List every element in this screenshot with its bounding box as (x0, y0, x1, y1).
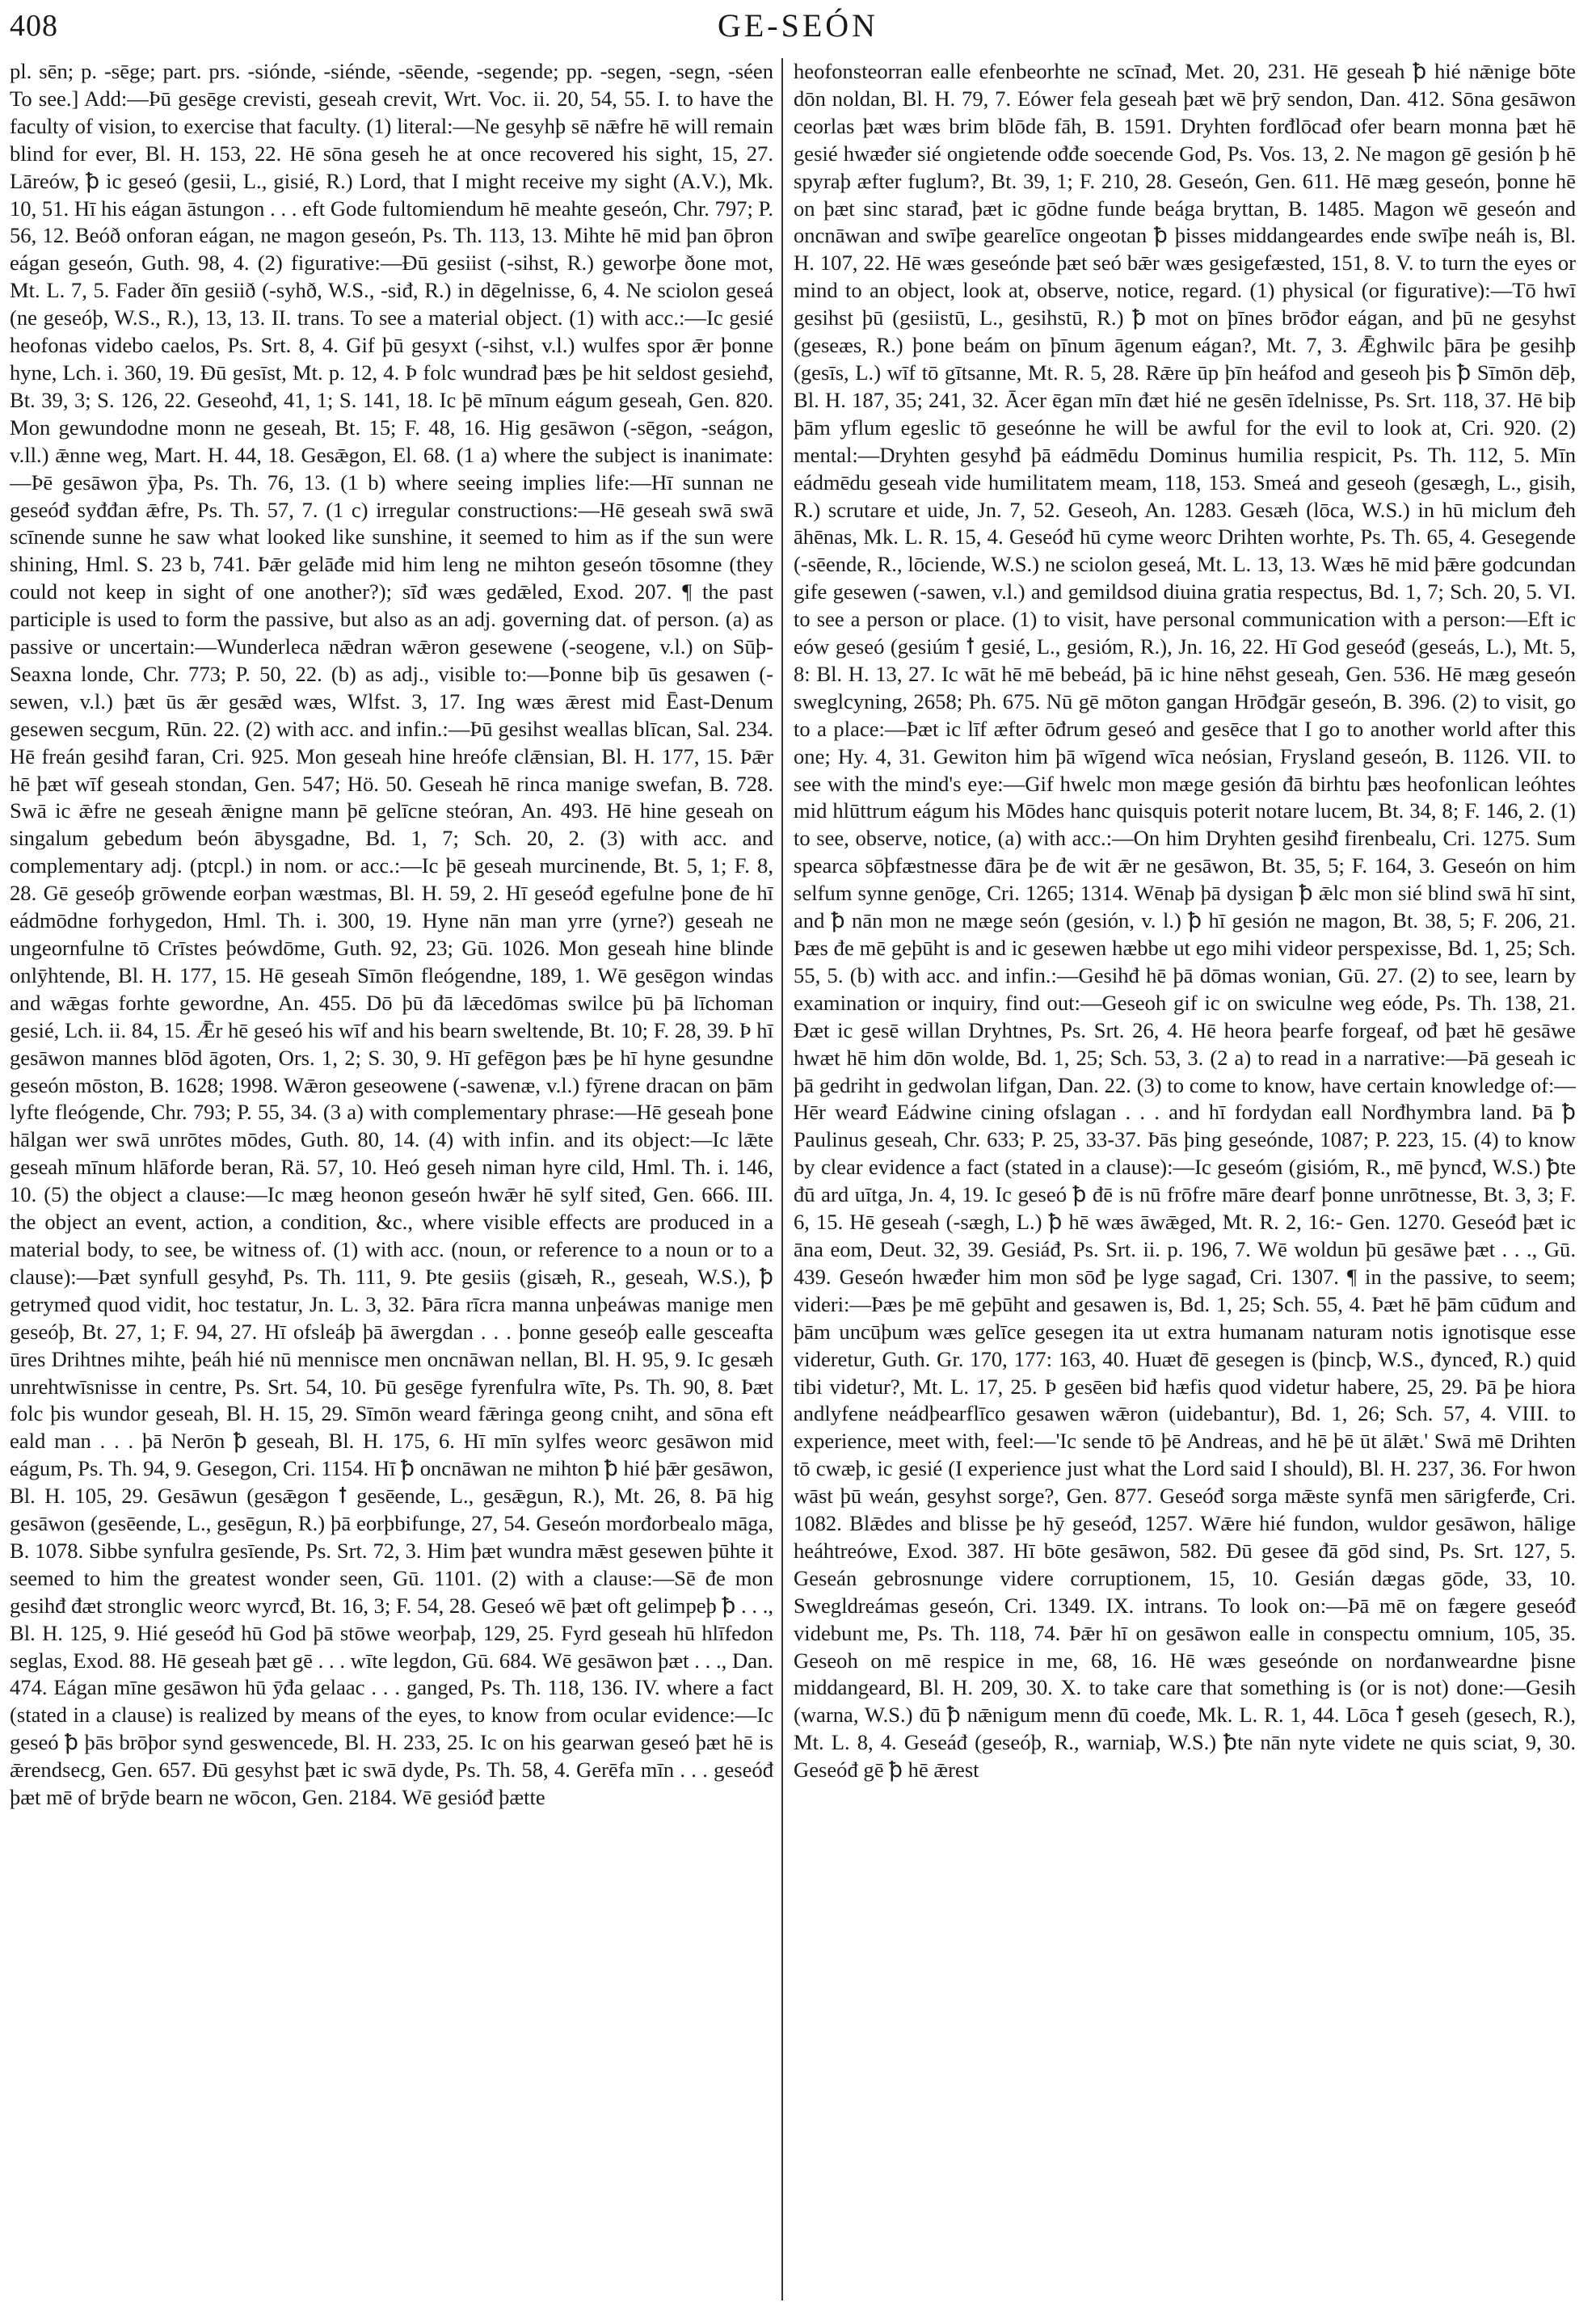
right-column (794, 58, 1576, 2305)
right-column-text: heofonsteorran ealle efenbeorhte ne scīnađ, Met. 20, 231. Hē geseah ꝥ hié nǣnige bōte dōn noldan, Bl. H. 79, 7. Eówer fela geseah þæt wē þrȳ sendon, Dan. 412. Sōna gesāwon ceorlas þæt wæs brim blōde fāh, B. 1591. Dryhten forđlōcađ ofer bearn monna þæt hē gesié hwæđer sié ongietende ođđe soecende God, Ps. Vos. 13, 2. Ne magon gē gesión þ hē spyraþ æfter fuglum?, Bt. 39, 1; F. 210, 28. Geseón, Gen. 611. Hē mæg geseón, þonne hē on þæt sinc starađ, þæt ic gōdne funde beága bryttan, B. 1485. Magon wē geseón and oncnāwan and swīþe gearelīce ongeotan ꝥ þisses middangeardes ende swīþe neáh is, Bl. H. 107, 22. Hē wæs geseónde þæt seó bǣr wæs gesigefæsted, 151, 8. V. to turn the eyes or mind to an object, look at, observe, notice, regard. (1) physical (or figurative):—Tō hwī gesihst þū (gesiistū, L., gesihstū, R.) ꝥ mot on þīnes brōđor eágan, and þū ne gesyhst (geseæs, R.) þone beám on þīnum āgenum eágan?, Mt. 7, 3. Ǣghwilc þāra þe gesihþ (gesīs, L.) wīf tō gītsanne, Mt. R. 5, 28. Rǣre ūp þīn heáfod and geseoh þis ꝥ Sīmōn dēþ, Bl. H. 187, 35; 241, 32. Ācer ēgan mīn đæt hié ne gesēn īdelnisse, Ps. Srt. 118, 37. Hē biþ þām yflum egeslic tō geseónne he will be awful for the evil to look at, Cri. 920. (2) mental:—Dryhten gesyhđ þā eádmēdu Dominus humilia respicit, Ps. Th. 112, 5. Mīn eádmēdu geseah vide humilitatem meam, 118, 153. Smeá and geseoh (gesægh, L., gisih, R.) scrutare et uide, Jn. 7, 52. Geseoh, An. 1283. Gesæh (lōca, W.S.) in hū miclum đeh āhēnas, Mk. L. R. 15, 4. Geseóđ hū cyme weorc Drihten worhte, Ps. Th. 65, 4. Gesegende (-sēende, R., lōciende, W.S.) ne sciolon geseá, Mt. L. 13, 13. Wæs hē mid þǣre godcundan gife gesewen (-sawen, v.l.) and gemildsod diuina gratia respectus, Bd. 1, 7; Sch. 20, 5. VI. to see a person or place. (1) to visit, have personal communication with a person:—Eft ic eów geseó (gesiúm ꝉ gesié, L., gesióm, R.), Jn. 16, 22. Hī God geseóđ (geseás, L.), Mt. 5, 8: Bl. H. 13, 27. Ic wāt hē mē bebeád, þā ic hine nēhst geseah, Gen. 536. Hē mæg geseón sweglcyning, 2658; Ph. 675. Nū gē mōton gangan Hrōđgār geseón, B. 396. (2) to visit, go to a place:—Þæt ic līf æfter ōđrum geseó and gesēce that I go to another world after this one; Hy. 4, 31. Gewiton him þā wīgend wīca neósian, Frysland geseón, B. 1126. VII. to see with the mind's eye:—Gif hwelc mon mæge gesión đā birhtu þæs heofonlican leóhtes mid hlūttrum eágum his Mōdes hanc quisquis poterit notare lucem, Bt. 34, 8; F. 146, 2. (1) to see, observe, notice, (a) with acc.:—On him Dryhten gesihđ firenbealu, Cri. 1275. Sum spearca sōþfæstnesse đāra þe đe wit ǣr ne gesāwon, Bt. 35, 5; F. 164, 3. Geseón on him selfum synne genōge, Cri. 1265; 1314. Wēnaþ þā dysigan ꝥ ǣlc mon sié blind swā hī sint, and ꝥ nān mon ne mæge seón (gesión, v. l.) ꝥ hī gesión ne magon, Bt. 38, 5; F. 206, 21. Þæs đe mē geþūht is and ic gesewen hæbbe ut ego mihi videor perspexisse, Bd. 1, 25; Sch. 55, 5. (b) with acc. and infin.:—Gesihđ hē þā dōmas wonian, Gū. 27. (2) to see, learn by examination or inquiry, find out:—Geseoh gif ic on swiculne weg eóde, Ps. Th. 138, 21. Đæt ic gesē willan Dryhtnes, Ps. Srt. 26, 4. Hē heora þearfe forgeaf, ođ þæt hē gesāwe hwæt hē him dōn wolde, Bd. 1, 25; Sch. 53, 3. (2 a) to read in a narrative:—Þā geseah ic þā gedriht in gedwolan lifgan, Dan. 22. (3) to come to know, have certain knowledge of:—Hēr wearđ Eádwine cining ofslagan . . . and hī fordydan eall Norđhymbra land. Þā ꝥ Paulinus geseah, Chr. 633; P. 25, 33-37. Þās þing geseónde, 1087; P. 223, 15. (4) to know by clear evidence a fact (stated in a clause):—Ic geseóm (gisióm, R., mē þyncđ, W.S.) ꝥte đū ard uītga, Jn. 4, 19. Ic geseó ꝥ đē is nū frōfre māre đearf þonne unrōtnesse, Bt. 3, 3; F. 6, 15. Hē geseah (-sægh, L.) ꝥ hē wæs āwǣged, Mt. R. 2, 16:- Gen. 1270. Geseóđ þæt ic āna eom, Deut. 32, 39. Gesiáđ, Ps. Srt. ii. p. 196, 7. Wē woldun þū gesāwe þæt . . ., Gū. 439. Geseón hwæđer him mon sōđ þe lyge sagađ, Cri. 1307. ¶ in the passive, to seem; videri:—Þæs þe mē geþūht and gesawen is, Bd. 1, 25; Sch. 55, 4. Þæt hē þām cūđum and þām uncūþum wæs gelīce gesegen ita ut extra humanam naturam notis ignotisque esse videretur, Guth. Gr. 170, 177: 163, 40. Huæt đē gesegen is (þincþ, W.S., đynceđ, R.) quid tibi videtur?, Mt. L. 17, 25. Þ gesēen biđ hæfis quod videtur habere, 25, 29. Þā þe hiora andlyfene neádþearflīco gesawen wǣron (uidebantur), Bd. 1, 26; Sch. 57, 4. VIII. to experience, meet with, feel:—'Ic sende tō þē Andreas, and hē þē ūt ālǣt.' Swā mē Drihten tō cwæþ, ic gesié (I experience just what the Lord said I should), Bl. H. 237, 36. For hwon wāst þū weán, gesyhst sorge?, Gen. 877. Geseóđ sorga mǣste synfā men sārigferđe, Cri. 1082. Blǣdes and blisse þe hȳ geseóđ, 1257. Wǣre hié fundon, wuldor gesāwon, hālige heáhtreówe, Exod. 387. Hī bōte gesāwon, 582. Ðū gesee đā gōd sind, Ps. Srt. 127, 5. Geseán gebrosnunge videre corruptionem, 15, 10. Gesián dægas gōde, 33, 10. Swegldreámas geseón, Cri. 1349. IX. intrans. To look on:—Þā mē on fægere geseóđ videbunt me, Ps. Th. 118, 74. Þǣr hī on gesāwon ealle in conspectu omnium, 105, 35. Geseoh on mē respice in me, 68, 16. Hē wæs geseónde on norđanweardne þisne middangeard, Bl. H. 209, 30. X. to take care that something is (or is not) done:—Gesih (warna, W.S.) đū ꝥ nǣnigum menn đū coeđe, Mk. L. R. 1, 44. Lōca ꝉ geseh (gesech, R.), Mt. L. 8, 4. Geseáđ (geseóþ, R., warniaþ, W.S.) ꝥte nān nyte videte ne quis sciat, 9, 30. Geseóđ gē ꝥ hē ǣrest (794, 59, 1576, 1783)
column-divider (781, 58, 783, 2300)
running-head: GE-SEÓN (717, 7, 879, 44)
page-number: 408 (10, 9, 58, 43)
left-column (10, 58, 773, 2305)
page-header (10, 5, 1586, 53)
left-column-text: pl. sēn; p. -sēge; part. prs. -siónde, -siénde, -sēende, -segende; pp. -segen, -segn, -séen To see.] Add:—Þū gesēge crevisti, geseah crevit, Wrt. Voc. ii. 20, 54, 55. I. to have the faculty of vision, to exercise that faculty. (1) literal:—Ne gesyhþ sē nǣfre hē will remain blind for ever, Bl. H. 153, 22. Hē sōna geseh he at once recovered his sight, 15, 27. Lāreów, ꝥ ic geseó (gesii, L., gisié, R.) Lord, that I might receive my sight (A.V.), Mk. 10, 51. Hī his eágan āstungon . . . eft Gode fultomiendum hē meahte geseón, Chr. 797; P. 56, 12. Beóð onforan eágan, ne magon geseón, Ps. Th. 113, 13. Mihte hē mid þan ōþron eágan geseón, Guth. 98, 4. (2) figurative:—Ðū gesiist (-sihst, R.) geworþe ðone mot, Mt. L. 7, 5. Fader ðīn gesiið (-syhð, W.S., -siđ, R.) in dēgelnisse, 6, 4. Ne sciolon geseá (ne geseóþ, W.S., R.), 13, 13. II. trans. To see a material object. (1) with acc.:—Ic gesié heofonas videbo caelos, Ps. Srt. 8, 4. Gif þū gesyxt (-sihst, v.l.) wulfes spor ǣr þonne hyne, Lch. i. 360, 19. Ðū gesīst, Mt. p. 12, 4. Þ folc wundrađ þæs þe hit seldost gesiehđ, Bt. 39, 3; S. 126, 22. Geseohđ, 41, 1; S. 141, 18. Ic þē mīnum eágum geseah, Gen. 820. Mon gewundodne monn ne geseah, Bt. 15; F. 48, 16. Hig gesāwon (-sēgon, -seágon, v.ll.) ǣnne weg, Mart. H. 44, 18. Gesǣgon, El. 68. (1 a) where the subject is inanimate:—Þē gesāwon ȳþa, Ps. Th. 76, 13. (1 b) where seeing implies life:—Hī sunnan ne geseóđ syđđan ǣfre, Ps. Th. 57, 7. (1 c) irregular constructions:—Hē geseah swā swā scīnende sunne he saw what looked like sunshine, it seemed to him as if the sun were shining, Hml. S. 23 b, 741. Þǣr gelāđe mid him leng ne mihton geseón tōsomne (they could not keep in sight of one another?); sīđ wæs gedǣled, Exod. 207. ¶ the past participle is used to form the passive, but also as an adj. governing dat. of person. (a) as passive or uncertain:—Wunderleca nǣdran wǣron gesewene (-seogene, v.l.) on Sūþ-Seaxna londe, Chr. 773; P. 50, 22. (b) as adj., visible to:—Þonne biþ ūs gesawen (-sewen, v.l.) þæt ūs ǣr gesǣd wæs, Wlfst. 3, 17. Ing wæs ǣrest mid Ēast-Denum gesewen secgum, Rūn. 22. (2) with acc. and infin.:—Þū gesihst weallas blīcan, Sal. 234. Hē freán gesihđ faran, Cri. 925. Mon geseah hine hreófe clǣnsian, Bl. H. 177, 15. Þǣr hē þæt wīf geseah stondan, Gen. 547; Hö. 50. Geseah hē rinca manige swefan, B. 728. Swā ic ǣfre ne geseah ǣnigne mann þē gelīcne steóran, An. 493. Hē hine geseah on singalum gebedum beón ābysgadne, Bd. 1, 7; Sch. 20, 2. (3) with acc. and complementary adj. (ptcpl.) in nom. or acc.:—Ic þē geseah murcinende, Bt. 5, 1; F. 8, 28. Gē geseóþ grōwende eorþan wæstmas, Bl. H. 59, 2. Hī geseóđ egefulne þone đe hī eádmōdne forhygedon, Hml. Th. i. 300, 19. Hyne nān man yrre (yrne?) geseah ne ungeornfulne tō Crīstes þeówdōme, Guth. 92, 23; Gū. 1026. Mon geseah hine blinde onlȳhtende, Bl. H. 177, 15. Hē geseah Sīmōn fleógendne, 189, 1. Wē gesēgon windas and wǣgas forhte gewordne, An. 455. Dō þū đā lǣcedōmas swilce þū þā līchoman gesié, Lch. ii. 84, 15. Ǣr hē geseó his wīf and his bearn sweltende, Bt. 10; F. 28, 39. Þ hī gesāwon mannes blōd āgoten, Ors. 1, 2; S. 30, 9. Hī gefēgon þæs þe hī hyne gesundne geseón mōston, B. 1628; 1998. Wǣron geseowene (-sawenæ, v.l.) fȳrene dracan on þām lyfte fleógende, Chr. 793; P. 55, 34. (3 a) with complementary phrase:—Hē geseah þone hālgan wer swā unrōtes mōdes, Guth. 80, 14. (4) with infin. and its object:—Ic lǣte geseah mīnum hlāforde beran, Rä. 57, 10. Heó geseh niman hyre cild, Hml. Th. i. 146, 10. (5) the object a clause:—Ic mæg heonon geseón hwǣr hē sylf siteđ, Gen. 666. III. the object an event, action, a condition, &c., where visible effects are produced in a material body, to see, be witness of. (1) with acc. (noun, or reference to a noun or to a clause):—Þæt synfull gesyhđ, Ps. Th. 111, 9. Þte gesiis (gisæh, R., geseah, W.S.), ꝥ getrymeđ quod vidit, hoc testatur, Jn. L. 3, 32. Þāra rīcra manna unþeáwas manige men geseóþ, Bt. 27, 1; F. 94, 27. Hī ofsleáþ þā āwergdan . . . þonne geseóþ ealle gesceafta ūres Drihtnes mihte, þeáh hié nū mennisce men oncnāwan nellan, Bl. H. 95, 9. Ic gesæh unrehtwīsnisse in centre, Ps. Srt. 54, 10. Þū gesēge fyrenfulra wīte, Ps. Th. 90, 8. Þæt folc þis wundor geseah, Bl. H. 15, 29. Sīmōn weard fǣringa geong cniht, and sōna eft eald man . . . þā Nerōn ꝥ geseah, Bl. H. 175, 6. Hī mīn sylfes weorc gesāwon mid eágum, Ps. Th. 94, 9. Gesegon, Cri. 1154. Hī ꝥ oncnāwan ne mihton ꝥ hié þǣr gesāwon, Bl. H. 105, 29. Gesāwun (gesǣgon ꝉ gesēende, L., gesǣgun, R.), Mt. 26, 8. Þā hig gesāwon (gesēende, L., gesēgun, R.) þā eorþbifunge, 27, 54. Geseón morđorbealo māga, B. 1078. Sibbe synfulra gesīende, Ps. Srt. 72, 3. Him þæt wundra mǣst gesewen þūhte it seemed to him the greatest wonder seen, Gū. 1101. (2) with a clause:—Sē đe mon gesihđ đæt stronglic weorc wyrcđ, Bt. 16, 3; F. 54, 28. Geseó wē þæt oft gelimpeþ ꝥ . . ., Bl. H. 125, 9. Hié geseóđ hū God þā stōwe weorþaþ, 129, 25. Fyrd geseah hū hlīfedon seglas, Exod. 88. Hē geseah þæt gē . . . wīte legdon, Gū. 684. Wē gesāwon þæt . . ., Dan. 474. Eágan mīne gesāwon hū ȳđa gelaac . . . ganged, Ps. Th. 118, 136. IV. where a fact (stated in a clause) is realized by means of the eyes, to know from ocular evidence:—Ic geseó ꝥ þās brōþor synd geswencede, Bl. H. 233, 25. Ic on his gearwan geseó þæt hē is ǣrendsecg, Gen. 657. Ðū gesyhst þæt ic swā dyde, Ps. Th. 58, 4. Gerēfa mīn . . . geseóđ þæt mē of brȳde bearn ne wōcon, Gen. 2184. Wē gesióđ þætte (10, 59, 773, 1810)
